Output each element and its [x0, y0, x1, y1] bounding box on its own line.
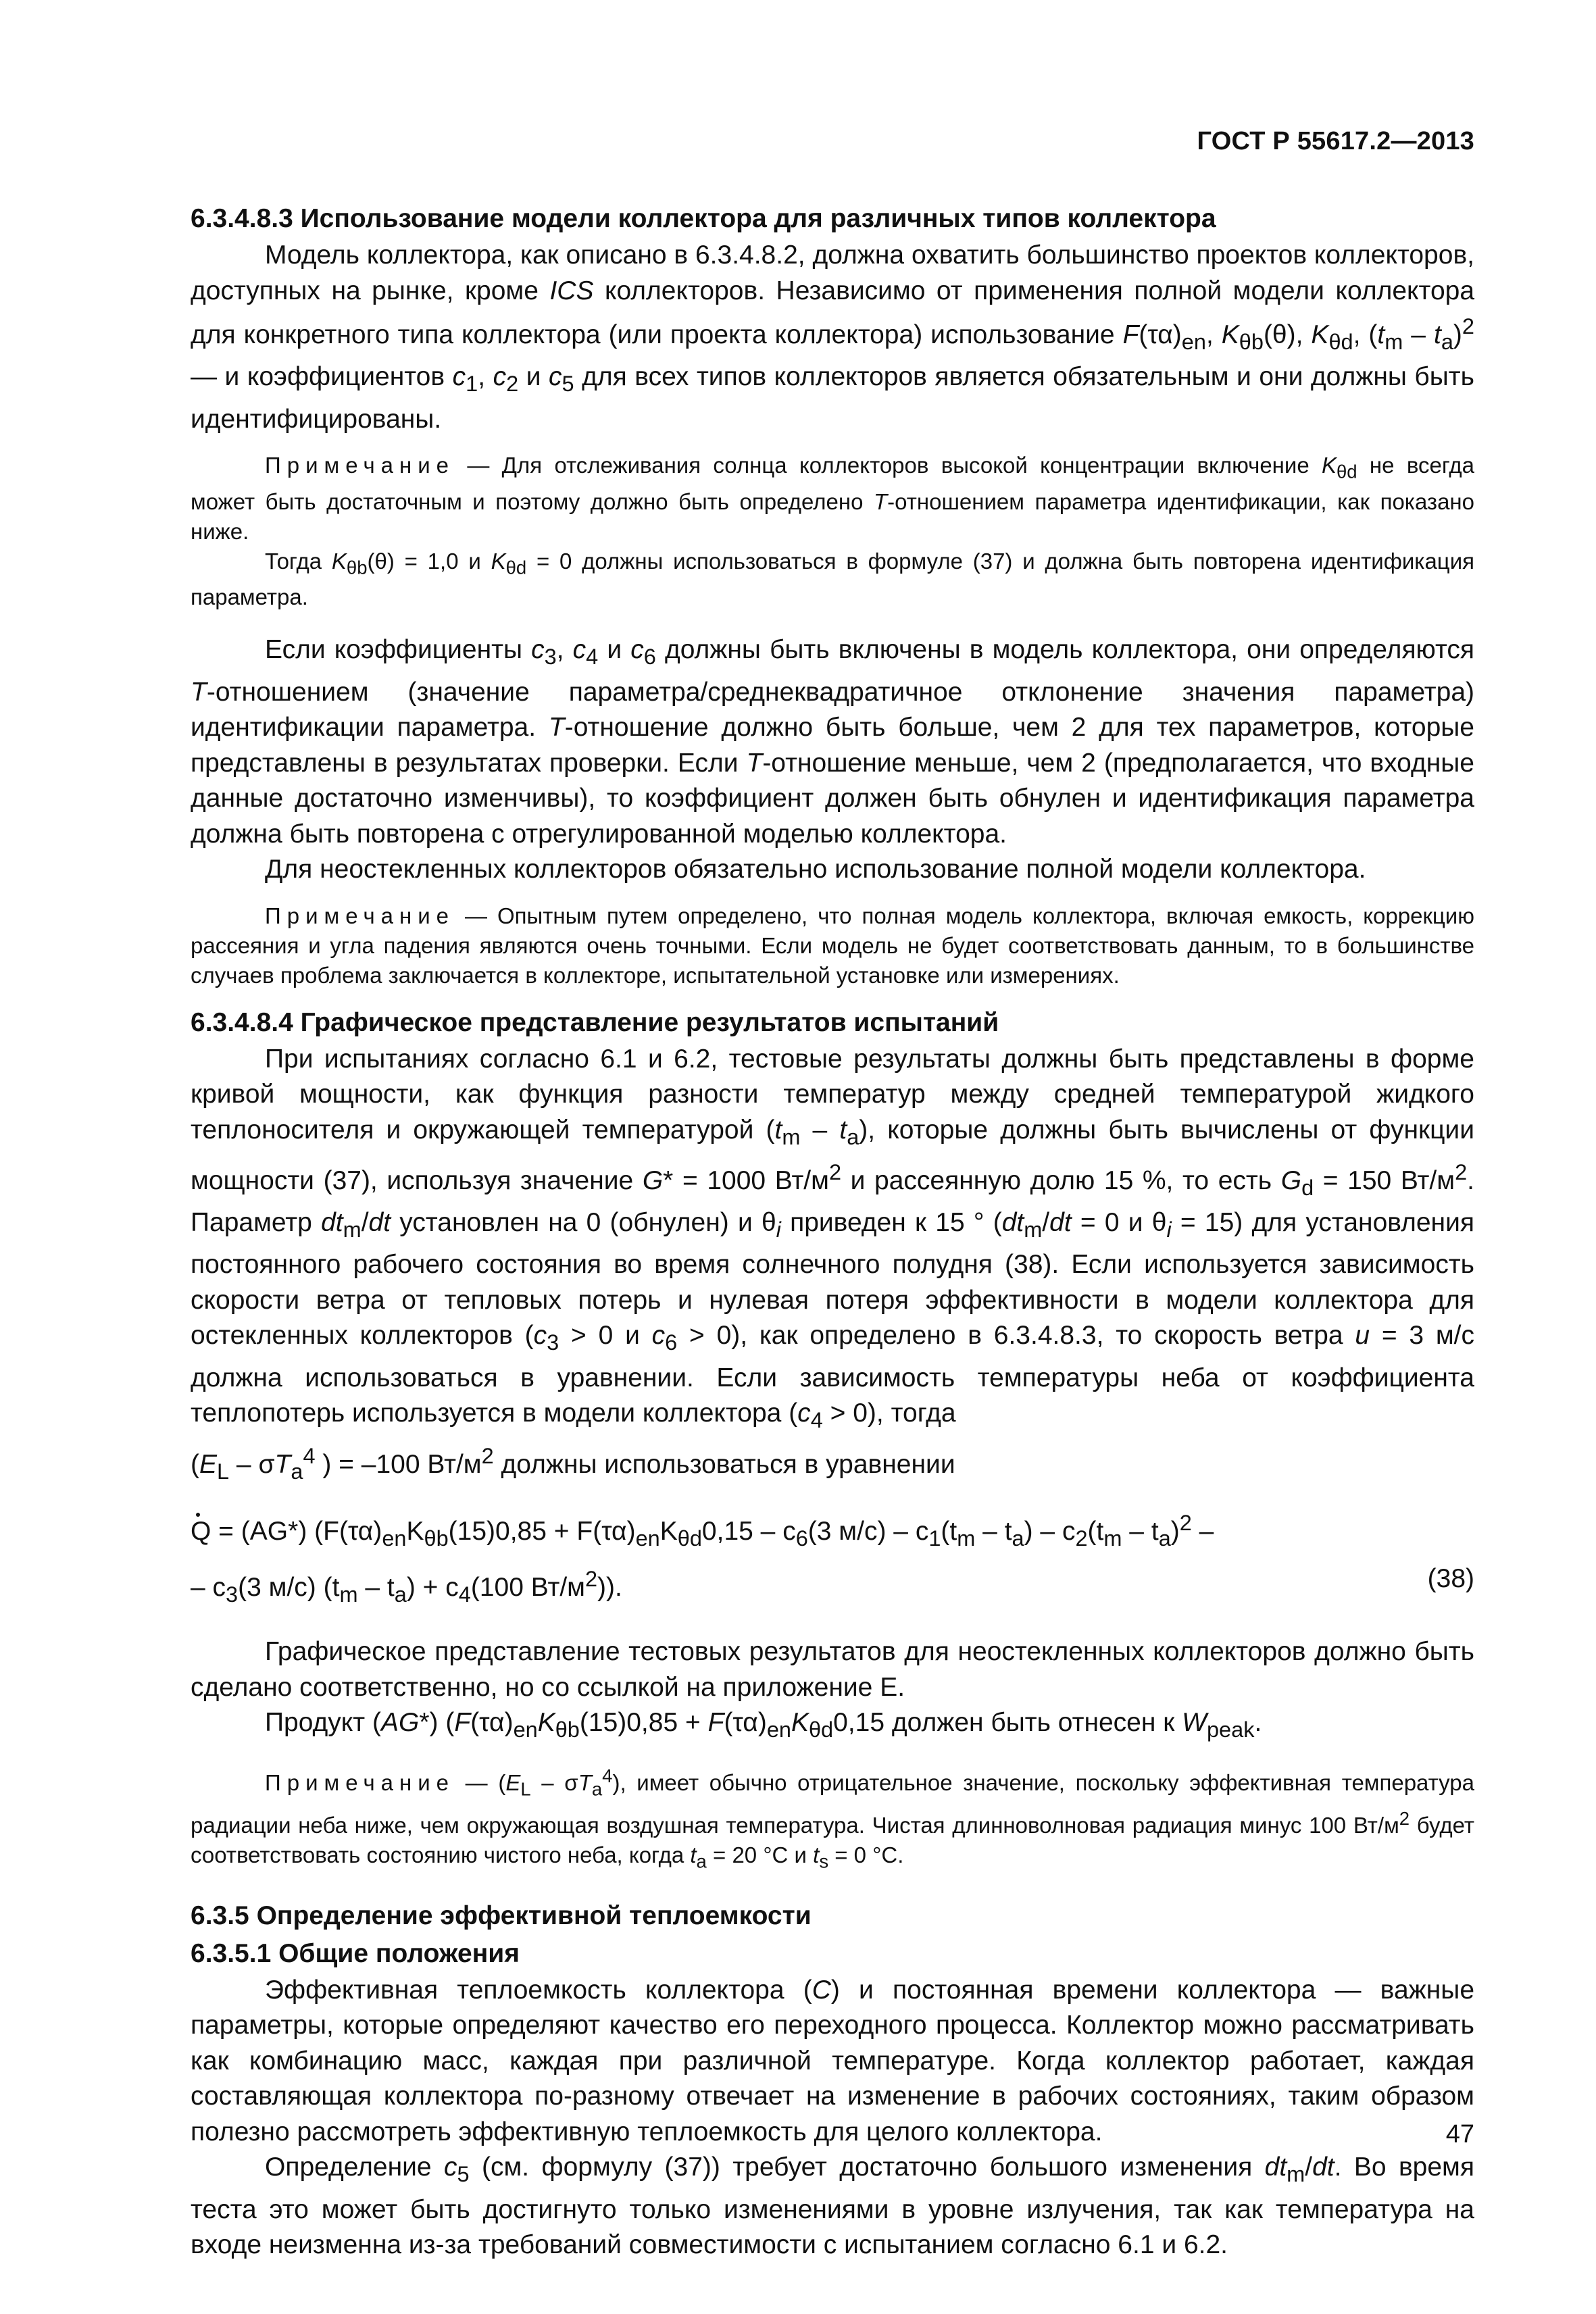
document-code-header: ГОСТ Р 55617.2—2013 [1197, 127, 1474, 155]
paragraph-c5-determination: Определение $c_5$ (см. формулу (37)) требует достаточно большого изменения $dt_m/dt$. Во время теста это может быть достигнуто только изменениями в уровне излучения, так как температура на входе неизменна из-за требований совместимости с испытанием согласно 6.1 и 6.2. [191, 2153, 1474, 2260]
note-tracking-concentration: Примечание — Для отслеживания солнца коллекторов высокой концентрации включение $K_{\theta d}$ не всегда может быть достаточным и поэтому должно быть определено Т-отношением параметра идентификации, как показано ниже. [191, 453, 1474, 544]
paragraph-t-ratio: Если коэффициенты $c_3$, $c_4$ и $c_6$ должны быть включены в модель коллектора, они определяются Т-отношением (значение параметра/среднеквадратичное отклонение значения параметра) идентификации параметра. Т-отношение должно быть больше, чем 2 для тех параметров, которые представлены в результатах проверки. Если Т-отношение меньше, чем 2 (предполагается, что входные данные достаточно изменчивы), то коэффициент должен быть обнулен и идентификация параметра должна быть повторена с отрегулированной моделью коллектора. [191, 635, 1474, 849]
paragraph-unglazed-graphical: Графическое представление тестовых результатов для неостекленных коллекторов должно быть сделано соответственно, но со ссылкой на приложение Е. [191, 1637, 1474, 1702]
page-content [191, 200, 1474, 2263]
section-heading-6-3-5-1: 6.3.5.1 Общие положения [191, 1938, 520, 1968]
section-heading-6-3-5: 6.3.5 Определение эффективной теплоемкости [191, 1901, 812, 1930]
paragraph-product-wpeak: Продукт (AG*) ($F(\tau\alpha)_{en}K_{\theta b}(15)0,85 + F(\tau\alpha)_{en}K_{\theta d}0,15$ должен быть отнесен к $W_{peak}$. [265, 1708, 1262, 1742]
formula-38-line-1: Q = (AG*) ($F(\tau\alpha)_{en}K_{\theta b}(15)0,85 + F(\tau\alpha)_{en}K_{\theta d}0,15 - c_6(3$ $м/с) - c_1(t_m - t_a) - c_2(t_m - t_a)^2$ – [191, 1510, 1214, 1551]
page-number: 47 [1445, 2120, 1474, 2148]
section-heading-6-3-4-8-3: 6.3.4.8.3 Использование модели коллектора для различных типов коллектора [191, 204, 1216, 233]
paragraph-power-curve: При испытаниях согласно 6.1 и 6.2, тестовые результаты должны быть представлены в форме кривой мощности, как функция разности температур между средней температурой жидкого теплоносителя и окружающей температурой $(t_m - t_a)$, которые должны быть вычислены от функции мощности (37), используя значение G* = 1000 $Вт/м^2$ и рассеянную долю 15 %, то есть $G_d = 150$ $Вт/м^2$. Параметр $dt_m/dt$ установлен на 0 (обнулен) и $\theta_i$ приведен к 15 ° ($dt_m/dt = 0$ и $\theta_i = 15$) для установления постоянного рабочего состояния во время солнечного полудня (38). Если используется зависимость скорости ветра от тепловых потерь и нулевая потеря эффективности в модели коллектора для остекленных коллекторов ($c_3 > 0$ и $c_6 > 0$), как определено в 6.3.4.8.3, то скорость ветра u = 3 м/с должна использоваться в уравнении. Если зависимость температуры неба от коэффициента теплопотерь используется в модели коллектора $(c_4 > 0)$, тогда [191, 1044, 1475, 1433]
formula-38-line-2: – $c_3(3$ м/с) $(t_m - t_a) + c_4(100$ $Вт/м^2$)). (38) [191, 1559, 1474, 1615]
formula-number: (38) [1427, 1563, 1474, 1593]
section-heading-6-3-4-8-4: 6.3.4.8.4 Графическое представление результатов испытаний [191, 1007, 999, 1037]
note-full-model-accuracy: Примечание — Опытным путем определено, что полная модель коллектора, включая емкость, коррекцию рассеяния и угла падения являются очень точными. Если модель не будет соответствовать данным, то в большинстве случаев проблема заключается в коллекторе, испытательной установке или измерениях. [191, 903, 1474, 988]
paragraph-effective-heat-capacity: Эффективная теплоемкость коллектора (C) и постоянная времени коллектора — важные параметры, которые определяют качество его переходного процесса. Коллектор можно рассматривать как комбинацию масс, каждая при различной температуре. Когда коллектор работает, каждая составляющая коллектора по-разному отвечает на изменение в рабочих состояниях, таким образом полезно рассмотреть эффективную теплоемкость для целого коллектора. [191, 1975, 1475, 2146]
note-tracking-concentration-continued: Тогда $K_{\theta b}(\theta) = 1,0$ и $K_{\theta d} = 0$ должны использоваться в формуле (37) и должна быть повторена идентификация параметра. [191, 548, 1475, 610]
paragraph-unglazed-full-model: Для неостекленных коллекторов обязательно использование полной модели коллектора. [265, 855, 1366, 884]
paragraph-collector-model-scope: Модель коллектора, как описано в 6.3.4.8.2, должна охватить большинство проектов коллекторов, доступных на рынке, кроме ICS коллекторов. Независимо от применения полной модели коллектора для конкретного типа коллектора (или проекта коллектора) использование $F(\tau\alpha)_{en}$, $K_{\theta b}(\theta)$, $K_{\theta d}$, $(t_m - t_a)^2$ — и коэффициентов $c_1$, $c_2$ и $c_5$ для всех типов коллекторов является обязательным и они должны быть идентифицированы. [191, 241, 1475, 434]
note-sky-radiation: Примечание — $(E_L - \sigma T_a^4)$, имеет обычно отрицательное значение, поскольку эффективная температура радиации неба ниже, чем окружающая воздушная температура. Чистая длинноволновая радиация минус 100 $Вт/м^2$ будет соответствовать состоянию чистого неба, когда $t_a = 20$ °С и $t_s = 0$ °С. [191, 1765, 1475, 1872]
paragraph-sky-radiation-condition: ($E_L - \sigma T_a^4$ ) = –100 $Вт/м^2$ должны использоваться в уравнении [191, 1443, 955, 1484]
